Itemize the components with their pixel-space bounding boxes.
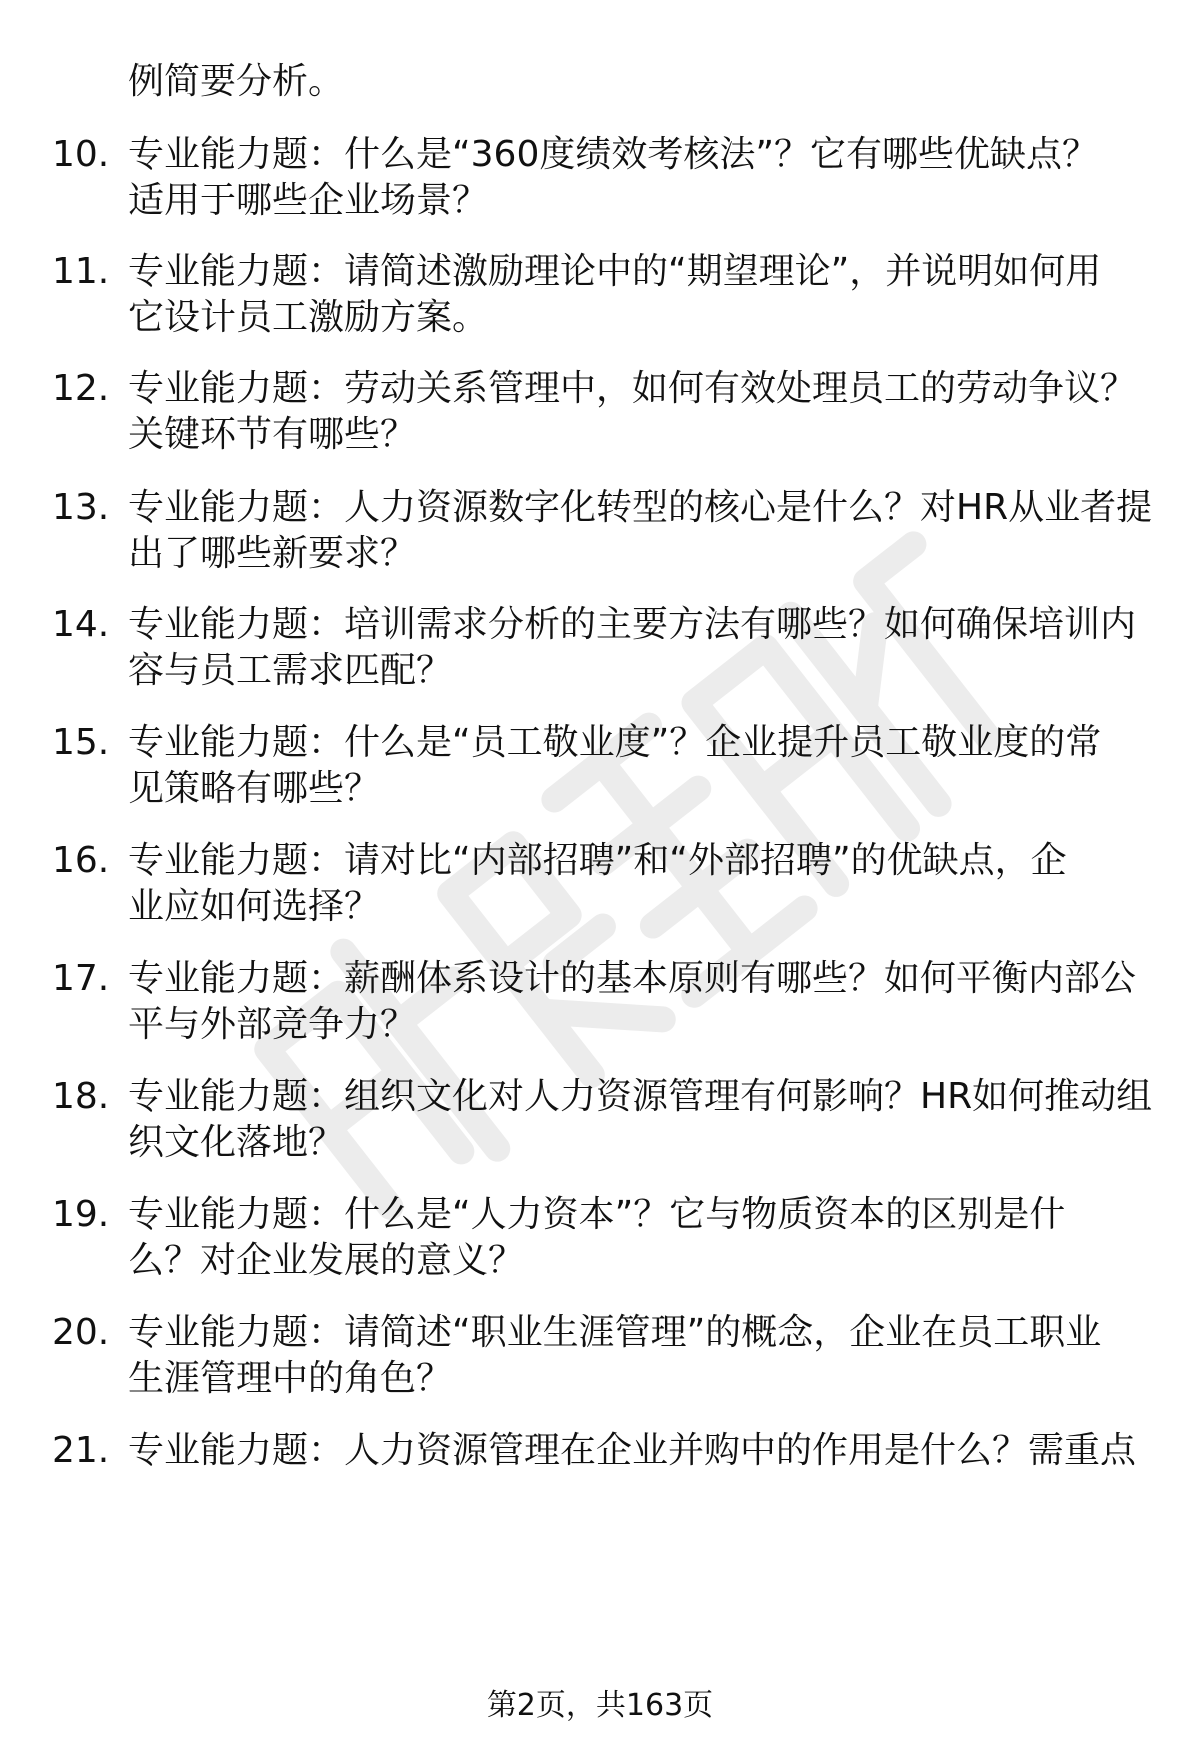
question-text-line: 专业能力题：劳动关系管理中，如何有效处理员工的劳动争议？ [128,368,1137,409]
question-text-line: 生涯管理中的角色？ [128,1358,453,1399]
question-number: 10. [52,134,110,175]
question-text-line: 专业能力题：请对比“内部招聘”和“外部招聘”的优缺点，企 [128,840,1067,881]
question-text-line: 它设计员工激励方案。 [128,297,489,338]
question-text-line: 么？对企业发展的意义？ [128,1240,525,1281]
question-text-line: 专业能力题：人力资源管理在企业并购中的作用是什么？需重点 [128,1430,1137,1471]
question-number: 17. [52,958,110,999]
question-text-line: 专业能力题：组织文化对人力资源管理有何影响？HR如何推动组 [128,1076,1153,1117]
question-text-line: 织文化落地？ [128,1122,345,1163]
question-number: 11. [52,251,110,292]
question-text-line: 专业能力题：请简述“职业生涯管理”的概念，企业在员工职业 [128,1312,1102,1353]
question-number: 15. [52,722,110,763]
question-text-line: 见策略有哪些？ [128,768,381,809]
question-text-line: 专业能力题：薪酬体系设计的基本原则有哪些？如何平衡内部公 [128,958,1137,999]
question-text-line: 专业能力题：请简述激励理论中的“期望理论”，并说明如何用 [128,251,1102,292]
question-number: 13. [52,487,110,528]
question-text-line: 专业能力题：人力资源数字化转型的核心是什么？对HR从业者提 [128,487,1153,528]
question-text-line: 专业能力题：培训需求分析的主要方法有哪些？如何确保培训内 [128,604,1137,645]
question-text-line: 专业能力题：什么是“员工敬业度”？企业提升员工敬业度的常 [128,722,1102,763]
question-number: 20. [52,1312,110,1353]
question-number: 12. [52,368,110,409]
question-number: 19. [52,1194,110,1235]
question-text-line: 容与员工需求匹配？ [128,650,453,691]
continued-text: 例简要分析。 [128,61,345,102]
question-text-line: 专业能力题：什么是“360度绩效考核法”？它有哪些优缺点？ [128,134,1099,175]
question-number: 18. [52,1076,110,1117]
question-text-line: 业应如何选择？ [128,886,381,927]
question-number: 16. [52,840,110,881]
question-text-line: 平与外部竞争力？ [128,1004,417,1045]
question-number: 21. [52,1430,110,1471]
question-number: 14. [52,604,110,645]
question-text-line: 专业能力题：什么是“人力资本”？它与物质资本的区别是什 [128,1194,1066,1235]
page-footer: 第2页，共163页 [486,1688,714,1723]
question-text-line: 关键环节有哪些？ [128,414,417,455]
question-text-line: 出了哪些新要求？ [128,533,417,574]
question-text-line: 适用于哪些企业场景？ [128,180,489,221]
